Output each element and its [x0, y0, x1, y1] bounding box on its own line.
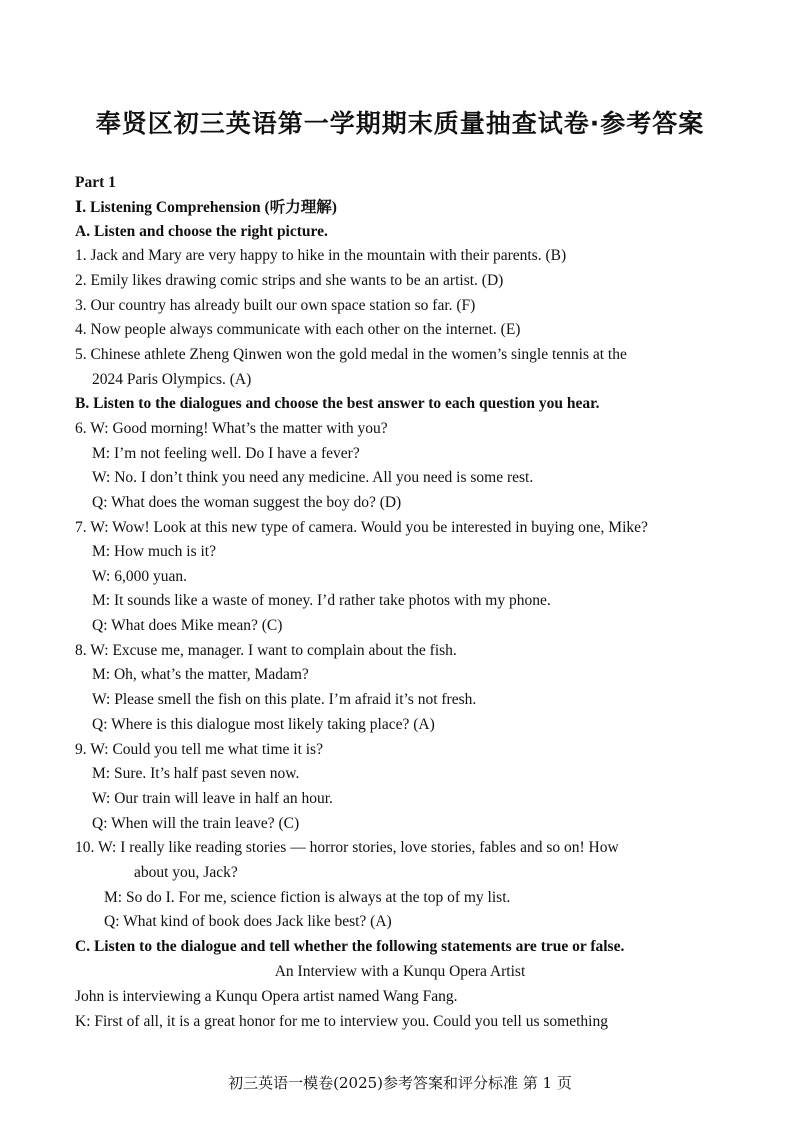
a-item: 1. Jack and Mary are very happy to hike in the mountain with their parents. (B): [75, 247, 567, 264]
section-heading: Ⅰ. Listening Comprehension (听力理解): [75, 199, 337, 216]
section-c-heading: C. Listen to the dialogue and tell whether the following statements are true or false.: [75, 938, 625, 955]
a-item: 3. Our country has already built our own space station so far. (F): [75, 297, 476, 314]
dialogue-line: 10. W: I really like reading stories — horror stories, love stories, fables and so on! How: [75, 839, 619, 856]
interview-title: An Interview with a Kunqu Opera Artist: [274, 963, 526, 980]
dialogue-line: about you, Jack?: [134, 864, 238, 881]
dialogue-line: W: Please smell the fish on this plate. I’m afraid it’s not fresh.: [92, 691, 477, 708]
dialogue-line: W: Our train will leave in half an hour.: [92, 790, 333, 807]
dialogue-line: M: Sure. It’s half past seven now.: [92, 765, 300, 782]
page-title: 奉贤区初三英语第一学期期末质量抽查试卷·参考答案: [95, 109, 705, 138]
dialogue-line: M: Oh, what’s the matter, Madam?: [92, 666, 309, 683]
dialogue-line: Q: What kind of book does Jack like best? (A): [104, 913, 392, 930]
a-item: 5. Chinese athlete Zheng Qinwen won the gold medal in the women’s single tennis at the: [75, 346, 627, 363]
part-label: Part 1: [75, 174, 116, 191]
interview-line: John is interviewing a Kunqu Opera artist named Wang Fang.: [75, 988, 458, 1005]
a-item: 4. Now people always communicate with each other on the internet. (E): [75, 321, 521, 338]
dialogue-line: 6. W: Good morning! What’s the matter with you?: [75, 420, 388, 437]
dialogue-line: Q: Where is this dialogue most likely taking place? (A): [92, 716, 435, 733]
section-a-heading: A. Listen and choose the right picture.: [75, 223, 328, 240]
dialogue-line: M: It sounds like a waste of money. I’d rather take photos with my phone.: [92, 592, 551, 609]
dialogue-line: Q: What does the woman suggest the boy do? (D): [92, 494, 402, 511]
dialogue-line: 9. W: Could you tell me what time it is?: [75, 741, 323, 758]
dialogue-line: Q: What does Mike mean? (C): [92, 617, 283, 634]
a-item: 2. Emily likes drawing comic strips and she wants to be an artist. (D): [75, 272, 504, 289]
interview-line: K: First of all, it is a great honor for me to interview you. Could you tell us something: [75, 1013, 608, 1030]
dialogue-line: M: So do I. For me, science fiction is always at the top of my list.: [104, 889, 511, 906]
dialogue-line: 8. W: Excuse me, manager. I want to complain about the fish.: [75, 642, 457, 659]
section-b-heading: B. Listen to the dialogues and choose the best answer to each question you hear.: [75, 395, 600, 412]
dialogue-line: 7. W: Wow! Look at this new type of camera. Would you be interested in buying one, Mike?: [75, 519, 648, 536]
page-footer: 初三英语一模卷(2025)参考答案和评分标准 第 1 页: [228, 1074, 572, 1092]
dialogue-line: M: I’m not feeling well. Do I have a fever?: [92, 445, 360, 462]
dialogue-line: W: No. I don’t think you need any medicine. All you need is some rest.: [92, 469, 534, 486]
a-item: 2024 Paris Olympics. (A): [92, 371, 252, 388]
dialogue-line: M: How much is it?: [92, 543, 216, 560]
dialogue-line: W: 6,000 yuan.: [92, 568, 187, 585]
dialogue-line: Q: When will the train leave? (C): [92, 815, 300, 832]
